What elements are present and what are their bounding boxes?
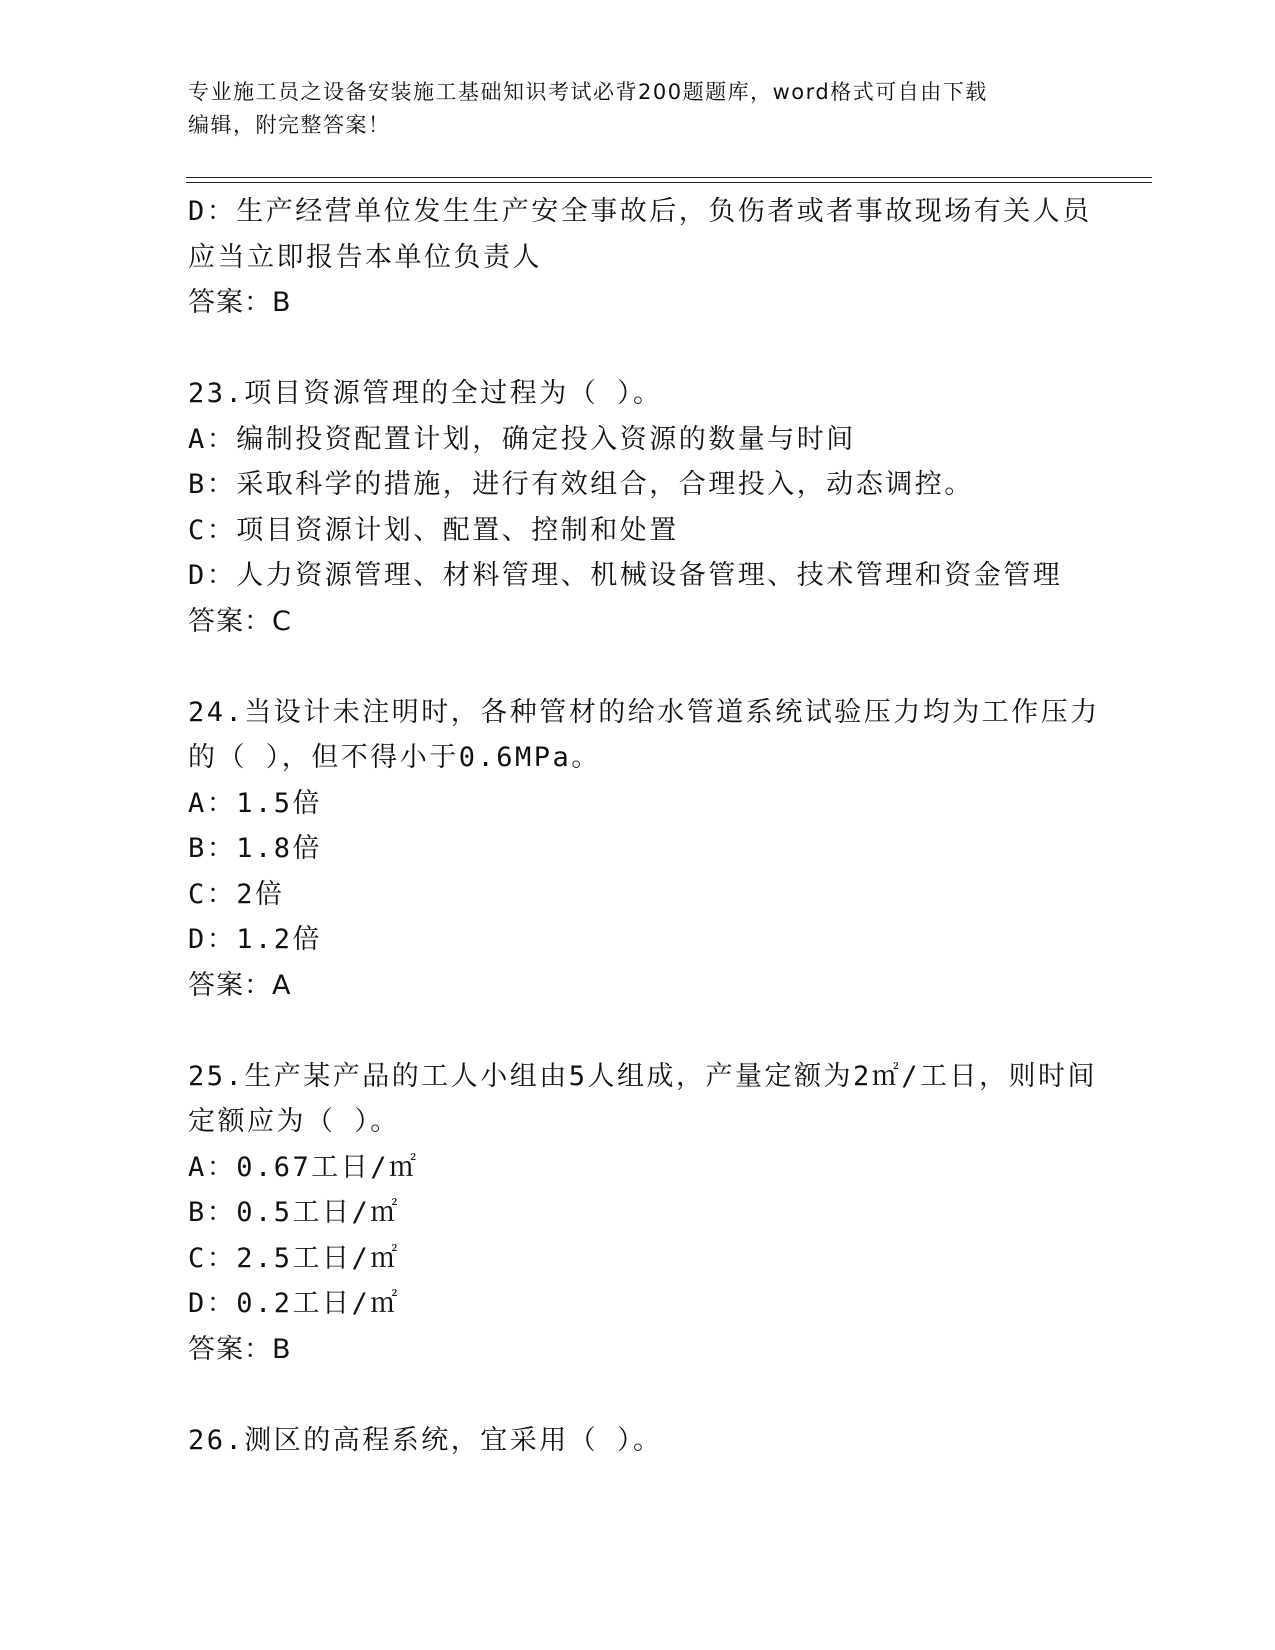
option-b: B：采取科学的措施，进行有效组合，合理投入，动态调控。: [188, 469, 974, 500]
question-23: [188, 371, 1088, 644]
header-divider-top: [186, 177, 1152, 178]
question-26: [188, 1418, 1088, 1464]
question-stem-continuation: 的（ ），但不得小于0.6MPa。: [188, 742, 601, 773]
spacer: [188, 1372, 1088, 1418]
answer-line: 答案：C: [188, 605, 292, 637]
spacer: [188, 644, 1088, 690]
option-d: D：人力资源管理、材料管理、机械设备管理、技术管理和资金管理: [188, 560, 1063, 591]
option-b: B：1.8倍: [188, 833, 323, 864]
answer-line: 答案：B: [188, 1333, 292, 1365]
question-stem: 26.测区的高程系统，宜采用（ ）。: [188, 1424, 663, 1456]
header-divider-bottom: [186, 182, 1152, 183]
spacer: [188, 326, 1088, 372]
document-header: [188, 76, 1088, 142]
question-25: [188, 1054, 1098, 1373]
option-d: D：生产经营单位发生生产安全事故后，负伤者或者事故现场有关人员: [188, 196, 1092, 227]
question-list: [188, 189, 1100, 1463]
option-c: C：项目资源计划、配置、控制和处置: [188, 514, 679, 546]
option-d-continuation: 应当立即报告本单位负责人: [188, 241, 542, 273]
option-c: C：2倍: [188, 878, 285, 910]
option-d: D：0.2工日/㎡: [188, 1288, 400, 1319]
option-b: B：0.5工日/㎡: [188, 1197, 400, 1228]
option-c: C：2.5工日/㎡: [188, 1242, 400, 1274]
question-stem-continuation: 定额应为（ ）。: [188, 1106, 400, 1137]
header-line-1: 专业施工员之设备安装施工基础知识考试必背200题题库，word格式可自由下载: [188, 80, 988, 104]
option-d: D：1.2倍: [188, 924, 323, 955]
option-a: A：0.67工日/㎡: [188, 1151, 419, 1183]
question-stem: 23.项目资源管理的全过程为（ ）。: [188, 378, 663, 409]
question-24: [188, 690, 1100, 1009]
question-stem: 25.生产某产品的工人小组由5人组成，产量定额为2㎡/工日，则时间: [188, 1060, 1098, 1092]
question-stem: 24.当设计未注明时，各种管材的给水管道系统试验压力均为工作压力: [188, 696, 1100, 728]
answer-line: 答案：A: [188, 969, 292, 1001]
option-a: A：1.5倍: [188, 787, 323, 819]
spacer: [188, 1008, 1088, 1054]
answer-line: 答案：B: [188, 287, 292, 318]
header-line-2: 编辑，附完整答案！: [188, 113, 391, 137]
option-a: A：编制投资配置计划，确定投入资源的数量与时间: [188, 423, 856, 455]
